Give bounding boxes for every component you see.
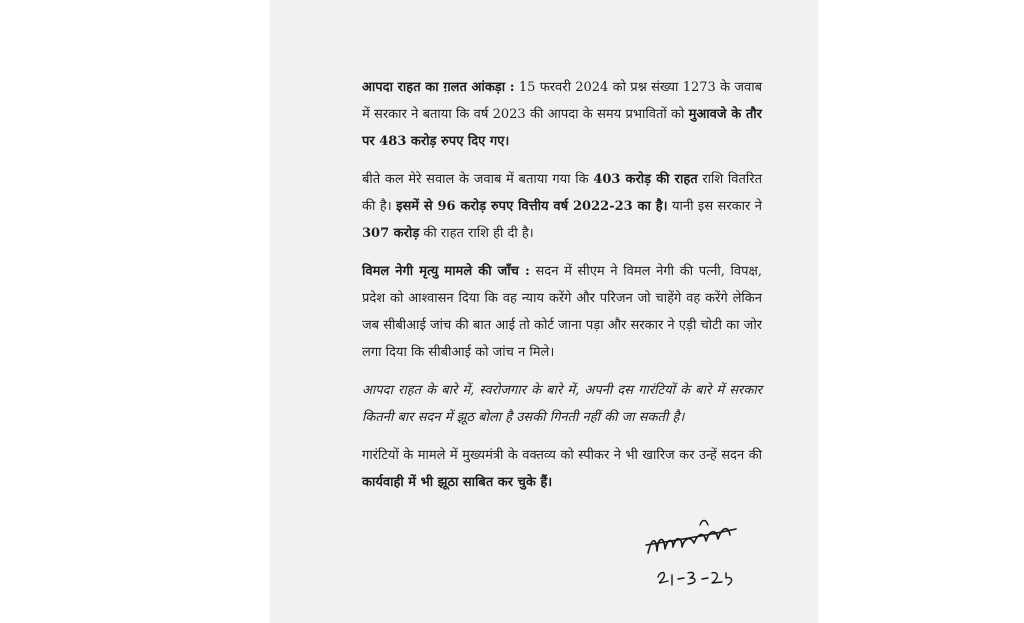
paragraph-2 bbox=[362, 166, 762, 247]
bold-text: कार्यवाही में भी झूठा साबित कर चुके हैं। bbox=[362, 475, 553, 490]
document-page bbox=[270, 0, 818, 623]
text-segment: यानी इस सरकार ने bbox=[667, 199, 762, 214]
text-segment: गारंटियों के मामले में मुख्यमंत्री के वक्तव्य को स्पीकर ने भी खारिज कर उन्हें सदन की bbox=[362, 448, 762, 463]
bold-text: मुआवजे के तौर पर 483 करोड़ रुपए दिए गए। bbox=[362, 107, 762, 149]
bold-text: 403 करोड़ की राहत bbox=[593, 172, 698, 187]
text-segment: 15 फरवरी 2024 को प्रश्न संख्या 1273 के जवाब में सरकार ने बताया कि वर्ष 2023 की आपदा के समय प्रभावितों को bbox=[362, 80, 762, 122]
text-segment: की राहत राशि ही दी है। bbox=[419, 226, 534, 241]
bold-text: विमल नेगी मृत्यु मामले की जाँच : bbox=[362, 264, 530, 279]
handwritten-signature bbox=[640, 515, 760, 595]
paragraph-3 bbox=[362, 258, 762, 366]
document-body bbox=[362, 74, 762, 507]
signature-icon bbox=[640, 515, 760, 595]
text-segment: राशि वितरित की है। bbox=[362, 172, 763, 214]
bold-text: 307 करोड़ bbox=[362, 226, 420, 241]
paragraph-4 bbox=[362, 377, 762, 431]
text-segment: सदन में सीएम ने विमल नेगी की पत्नी, विपक्ष, प्रदेश को आश्वासन दिया कि वह न्याय करेंगे और परिजन जो चाहेंगे वह करेंगे लेकिन जब सीबीआई जांच की बात आई तो कोर्ट जाना पड़ा और सरकार ने एड़ी चोटी का जोर लगा दिया कि सीबीआई को जांच न मिले। bbox=[362, 264, 762, 360]
paragraph-1 bbox=[362, 74, 762, 155]
bold-text: आपदा राहत का ग़लत आंकड़ा : bbox=[362, 80, 515, 95]
paragraph-5 bbox=[362, 442, 762, 496]
bold-text: इसमें से 96 करोड़ रुपए वित्तीय वर्ष 2022-23 का है। bbox=[396, 199, 668, 214]
text-segment: बीते कल मेरे सवाल के जवाब में बताया गया कि bbox=[362, 172, 594, 187]
text-segment: आपदा राहत के बारे में, स्वरोजगार के बारे में, अपनी दस गारंटियों के बारे में सरकार कितनी बार सदन में झूठ बोला है उसकी गिनती नहीं की जा सकती है। bbox=[362, 383, 762, 425]
